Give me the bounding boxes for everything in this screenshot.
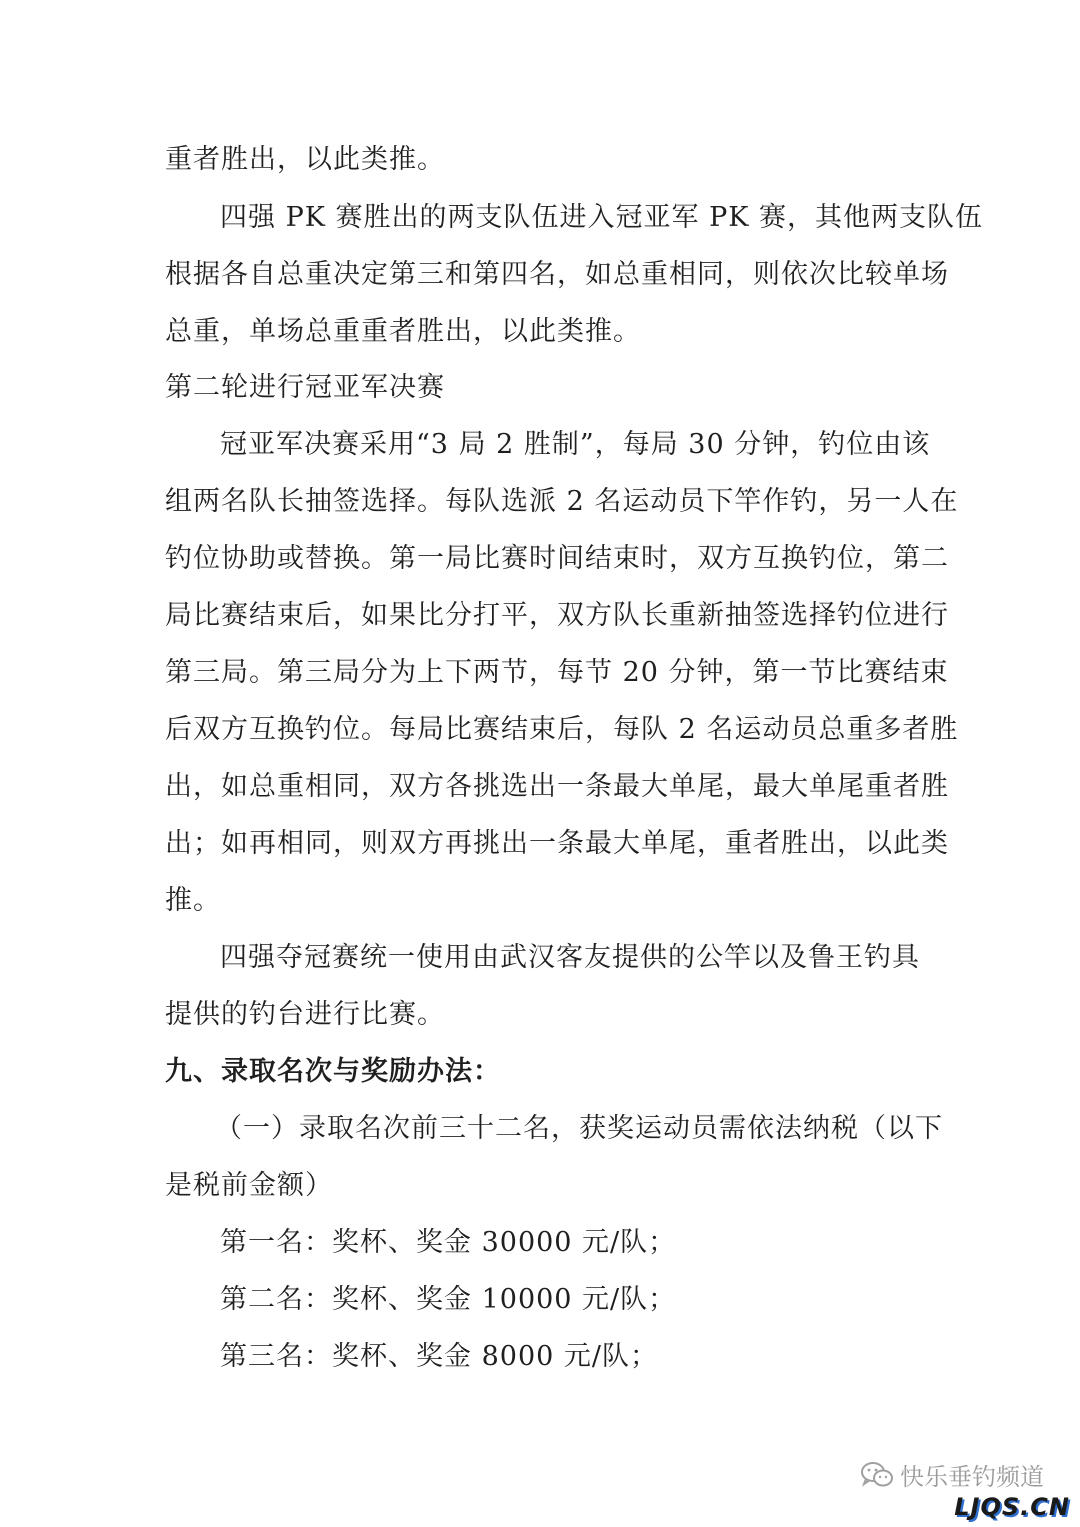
text-line: 冠亚军决赛采用“3 局 2 胜制”，每局 30 分钟，钓位由该 — [220, 429, 931, 460]
text-line: 局比赛结束后，如果比分打平，双方队长重新抽签选择钓位进行 — [165, 600, 949, 631]
wechat-icon — [860, 1461, 894, 1489]
watermark-text: 快乐垂钓频道 — [900, 1463, 1044, 1491]
text-line: 出，如总重相同，双方各挑选出一条最大单尾，最大单尾重者胜 — [165, 771, 949, 802]
text-line: 后双方互换钓位。每局比赛结束后，每队 2 名运动员总重多者胜 — [165, 714, 959, 745]
channel-watermark — [860, 1457, 1044, 1492]
prize-line-second: 第二名：奖杯、奖金 10000 元/队； — [220, 1284, 677, 1315]
text-line: 四强 PK 赛胜出的两支队伍进入冠亚军 PK 赛，其他两支队伍 — [220, 202, 984, 233]
text-line: 组两名队长抽签选择。每队选派 2 名运动员下竿作钓，另一人在 — [165, 486, 959, 517]
text-line: 是税前金额） — [165, 1170, 333, 1201]
text-line: 总重，单场总重重者胜出，以此类推。 — [165, 316, 641, 347]
text-line: 提供的钓台进行比赛。 — [165, 999, 445, 1030]
text-line: 四强夺冠赛统一使用由武汉客友提供的公竿以及鲁王钓具 — [220, 942, 920, 973]
section-heading: 九、录取名次与奖励办法： — [165, 1056, 501, 1087]
section-heading: 第二轮进行冠亚军决赛 — [165, 372, 445, 403]
prize-line-third: 第三名：奖杯、奖金 8000 元/队； — [220, 1341, 658, 1372]
prize-line-first: 第一名：奖杯、奖金 30000 元/队； — [220, 1227, 677, 1258]
text-line: 出；如再相同，则双方再挑出一条最大单尾，重者胜出，以此类 — [165, 828, 949, 859]
text-line: 根据各自总重决定第三和第四名，如总重相同，则依次比较单场 — [165, 259, 949, 290]
text-line: 重者胜出，以此类推。 — [165, 144, 445, 175]
text-line: 推。 — [165, 885, 221, 916]
site-logo: LJQS.CN — [954, 1493, 1070, 1521]
text-line: 第三局。第三局分为上下两节，每节 20 分钟，第一节比赛结束 — [165, 657, 949, 688]
text-line: （一）录取名次前三十二名，获奖运动员需依法纳税（以下 — [215, 1113, 943, 1144]
text-line: 钓位协助或替换。第一局比赛时间结束时，双方互换钓位，第二 — [165, 543, 949, 574]
